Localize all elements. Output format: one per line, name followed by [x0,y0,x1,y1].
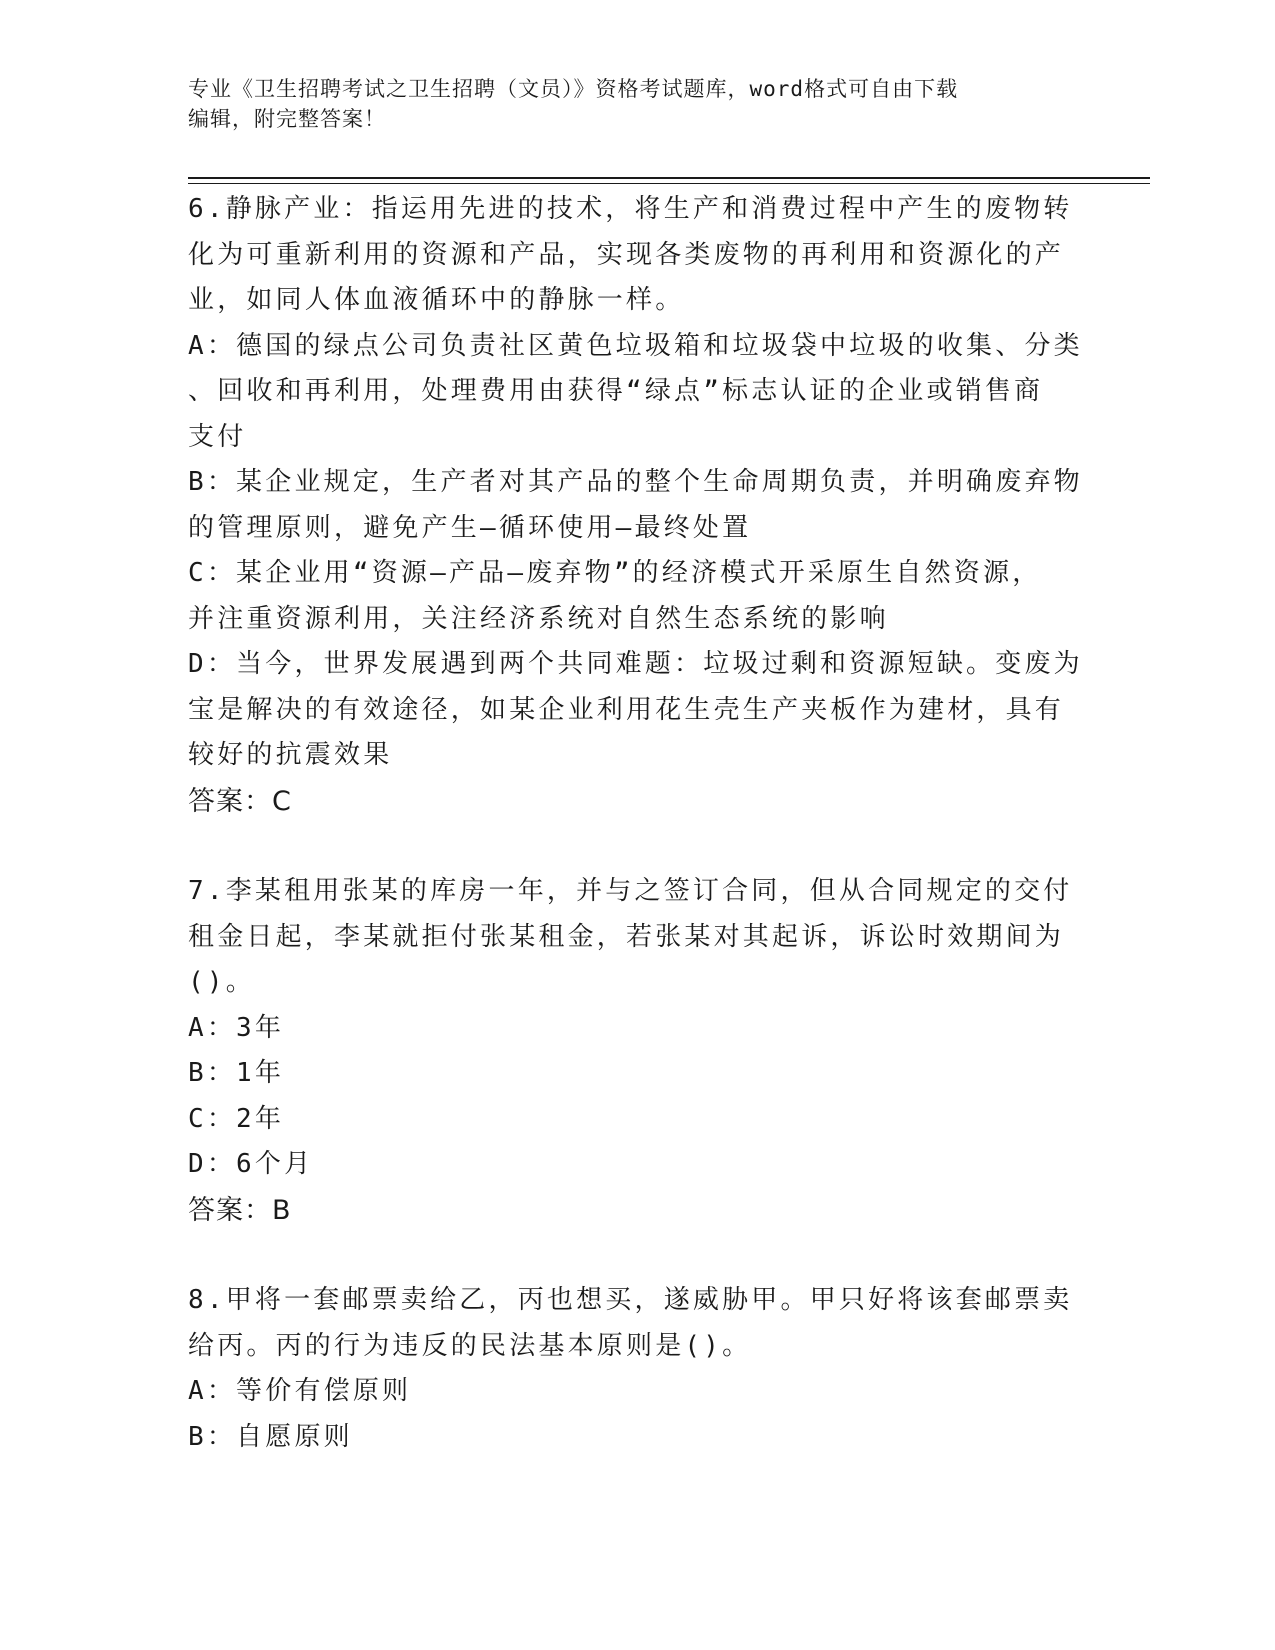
option-b: B：1年 [188,1058,285,1088]
question-stem-line: 6.静脉产业：指运用先进的技术，将生产和消费过程中产生的废物转 [188,194,1073,224]
option-line: B：某企业规定，生产者对其产品的整个生命周期负责，并明确废弃物 [188,467,1083,497]
question-6 [188,187,1088,824]
option-a: A：3年 [188,1012,285,1043]
option-line: 较好的抗震效果 [188,740,393,770]
header-divider-thick [188,177,1150,179]
answer-text: 答案：B [188,1194,292,1226]
header-divider-thin [188,183,1150,184]
document-header [188,74,1068,134]
option-a [188,324,1088,461]
question-stem-line: 8.甲将一套邮票卖给乙，丙也想买，遂威胁甲。甲只好将该套邮票卖 [188,1285,1073,1315]
option-line: 的管理原则，避免产生—循环使用—最终处置 [188,512,752,543]
option-line: 支付 [188,421,247,452]
option-d: D：6个月 [188,1149,314,1179]
option-line: 宝是解决的有效途径，如某企业利用花生壳生产夹板作为建材，具有 [188,694,1065,725]
option-c: C：2年 [188,1103,285,1134]
question-7 [188,869,1088,1233]
option-b: B：自愿原则 [188,1421,353,1452]
header-line-1: 专业《卫生招聘考试之卫生招聘（文员）》资格考试题库，word格式可自由下载 [188,77,959,101]
question-list [188,187,1088,1460]
question-spacer [188,824,1088,869]
question-stem-line: 业，如同人体血液循环中的静脉一样。 [188,285,685,315]
option-line: 并注重资源利用，关注经济系统对自然生态系统的影响 [188,603,889,634]
question-8 [188,1278,1088,1460]
header-line-2: 编辑，附完整答案！ [188,107,386,131]
option-a: A：等价有偿原则 [188,1376,412,1406]
option-c [188,551,1088,642]
question-spacer [188,1233,1088,1278]
answer-text: 答案：C [188,785,292,817]
option-line: 、回收和再利用，处理费用由获得“绿点”标志认证的企业或销售商 [188,376,1044,406]
option-d [188,642,1088,779]
option-b [188,460,1088,551]
question-stem-line: 化为可重新利用的资源和产品，实现各类废物的再利用和资源化的产 [188,239,1065,270]
question-stem-line: 7.李某租用张某的库房一年，并与之签订合同，但从合同规定的交付 [188,876,1073,906]
question-stem-line: 租金日起，李某就拒付张某租金，若张某对其起诉，诉讼时效期间为 [188,921,1065,952]
option-line: A：德国的绿点公司负责社区黄色垃圾箱和垃圾袋中垃圾的收集、分类 [188,330,1083,361]
option-line: D：当今，世界发展遇到两个共同难题：垃圾过剩和资源短缺。变废为 [188,649,1083,679]
question-stem-line: 给丙。丙的行为违反的民法基本原则是()。 [188,1330,752,1361]
question-stem-line: ()。 [188,967,255,997]
option-line: C：某企业用“资源—产品—废弃物”的经济模式开采原生自然资源， [188,558,1042,588]
